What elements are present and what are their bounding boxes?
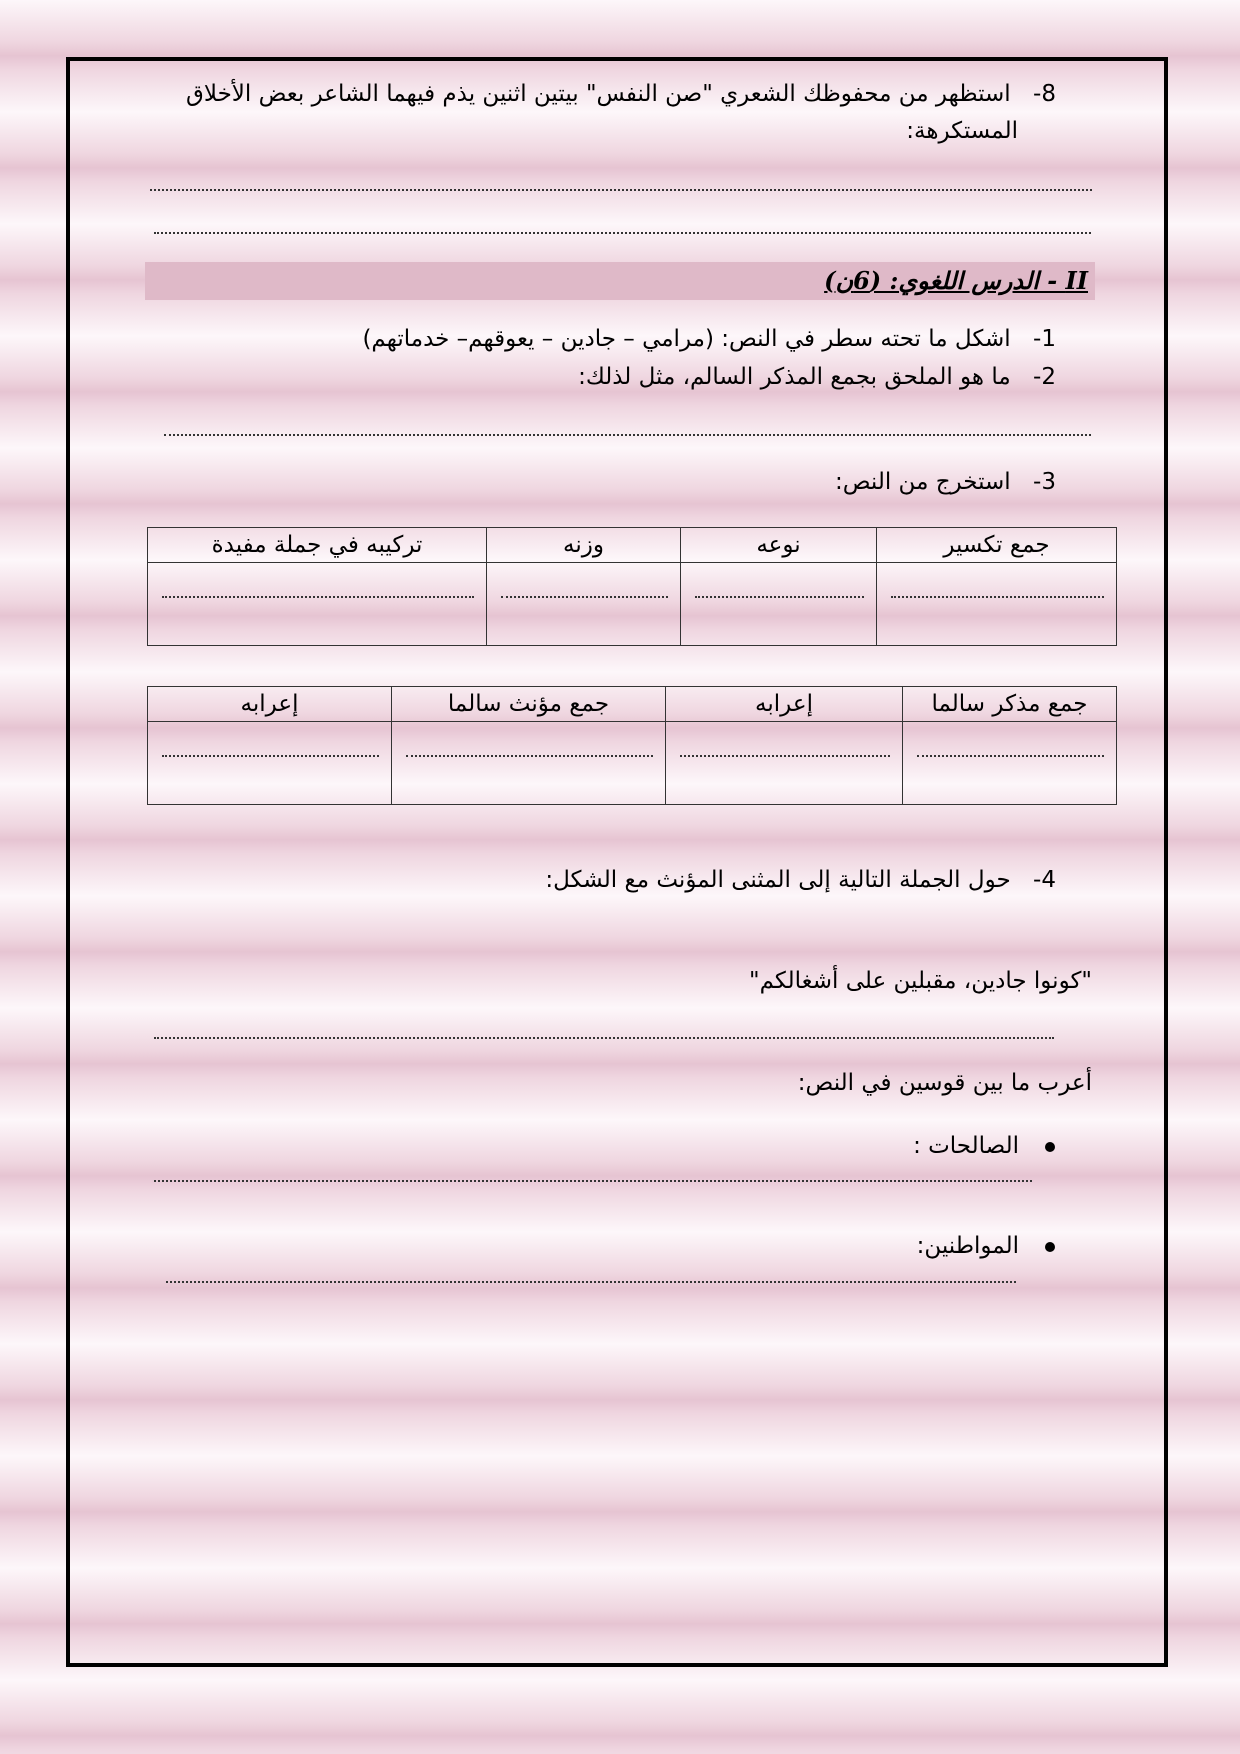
answer-line <box>162 755 379 757</box>
parse-item <box>917 1231 1055 1261</box>
answer-line <box>917 755 1104 757</box>
answer-cell[interactable] <box>903 722 1117 805</box>
table-header-cell: جمع تكسير <box>877 528 1117 563</box>
answer-line[interactable] <box>164 434 1091 436</box>
parse-item-label: الصالحات : <box>913 1133 1019 1159</box>
answer-line[interactable] <box>154 1037 1054 1039</box>
answer-line[interactable] <box>166 1281 1016 1283</box>
answer-line[interactable] <box>154 232 1091 234</box>
answer-cell[interactable] <box>148 722 392 805</box>
question-8-text: استظهر من محفوظك الشعري "صن النفس" بيتين اثنين يذم فيهما الشاعر بعض الأخلاق <box>186 81 1011 107</box>
table-header-row <box>148 687 1117 722</box>
answer-line <box>162 596 474 598</box>
question-2 <box>578 362 1056 392</box>
answer-line <box>695 596 864 598</box>
answer-line <box>891 596 1104 598</box>
parse-item <box>913 1131 1055 1161</box>
answer-line[interactable] <box>150 189 1092 191</box>
table-header-cell: إعرابه <box>148 687 392 722</box>
table-row <box>148 722 1117 805</box>
question-2-number: 2- <box>1033 364 1056 390</box>
table-header-cell: وزنه <box>487 528 681 563</box>
quoted-sentence: "كونوا جادين، مقبلين على أشغالكم" <box>749 968 1092 994</box>
answer-cell[interactable] <box>487 563 681 646</box>
question-8-continuation: المستكرهة: <box>906 118 1018 144</box>
table-header-row <box>148 528 1117 563</box>
table-header-cell: تركيبه في جملة مفيدة <box>148 528 487 563</box>
answer-cell[interactable] <box>392 722 666 805</box>
table-row <box>148 563 1117 646</box>
question-8-number: 8- <box>1033 81 1056 107</box>
parse-item-label: المواطنين: <box>916 1233 1019 1259</box>
answer-line <box>406 755 653 757</box>
question-4-number: 4- <box>1033 867 1056 893</box>
table-header-cell: جمع مذكر سالما <box>903 687 1117 722</box>
question-3-text: استخرج من النص: <box>834 469 1011 495</box>
question-4 <box>545 865 1056 895</box>
question-4-text: حول الجملة التالية إلى المثنى المؤنث مع الشكل: <box>545 867 1011 893</box>
question-1 <box>362 324 1056 354</box>
answer-line[interactable] <box>154 1180 1032 1182</box>
extraction-table-1 <box>147 527 1117 646</box>
answer-cell[interactable] <box>681 563 877 646</box>
section-title: II - الدرس اللغوي: (6ن) <box>824 266 1088 295</box>
answer-line <box>680 755 890 757</box>
question-1-text: اشكل ما تحته سطر في النص: (مرامي – جادين – يعوقهم– خدماتهم) <box>362 326 1011 352</box>
answer-line <box>501 596 668 598</box>
answer-cell[interactable] <box>148 563 487 646</box>
table-header-cell: نوعه <box>681 528 877 563</box>
parse-instruction: أعرب ما بين قوسين في النص: <box>797 1070 1092 1096</box>
answer-cell[interactable] <box>666 722 903 805</box>
answer-cell[interactable] <box>877 563 1117 646</box>
bullet-icon <box>1045 1242 1055 1252</box>
question-3 <box>835 467 1056 497</box>
question-3-number: 3- <box>1033 469 1056 495</box>
question-2-text: ما هو الملحق بجمع المذكر السالم، مثل لذلك: <box>578 364 1011 390</box>
question-8 <box>186 79 1056 109</box>
question-1-number: 1- <box>1033 326 1056 352</box>
extraction-table-2 <box>147 686 1117 805</box>
table-header-cell: جمع مؤنث سالما <box>392 687 666 722</box>
table-header-cell: إعرابه <box>666 687 903 722</box>
bullet-icon <box>1045 1142 1055 1152</box>
